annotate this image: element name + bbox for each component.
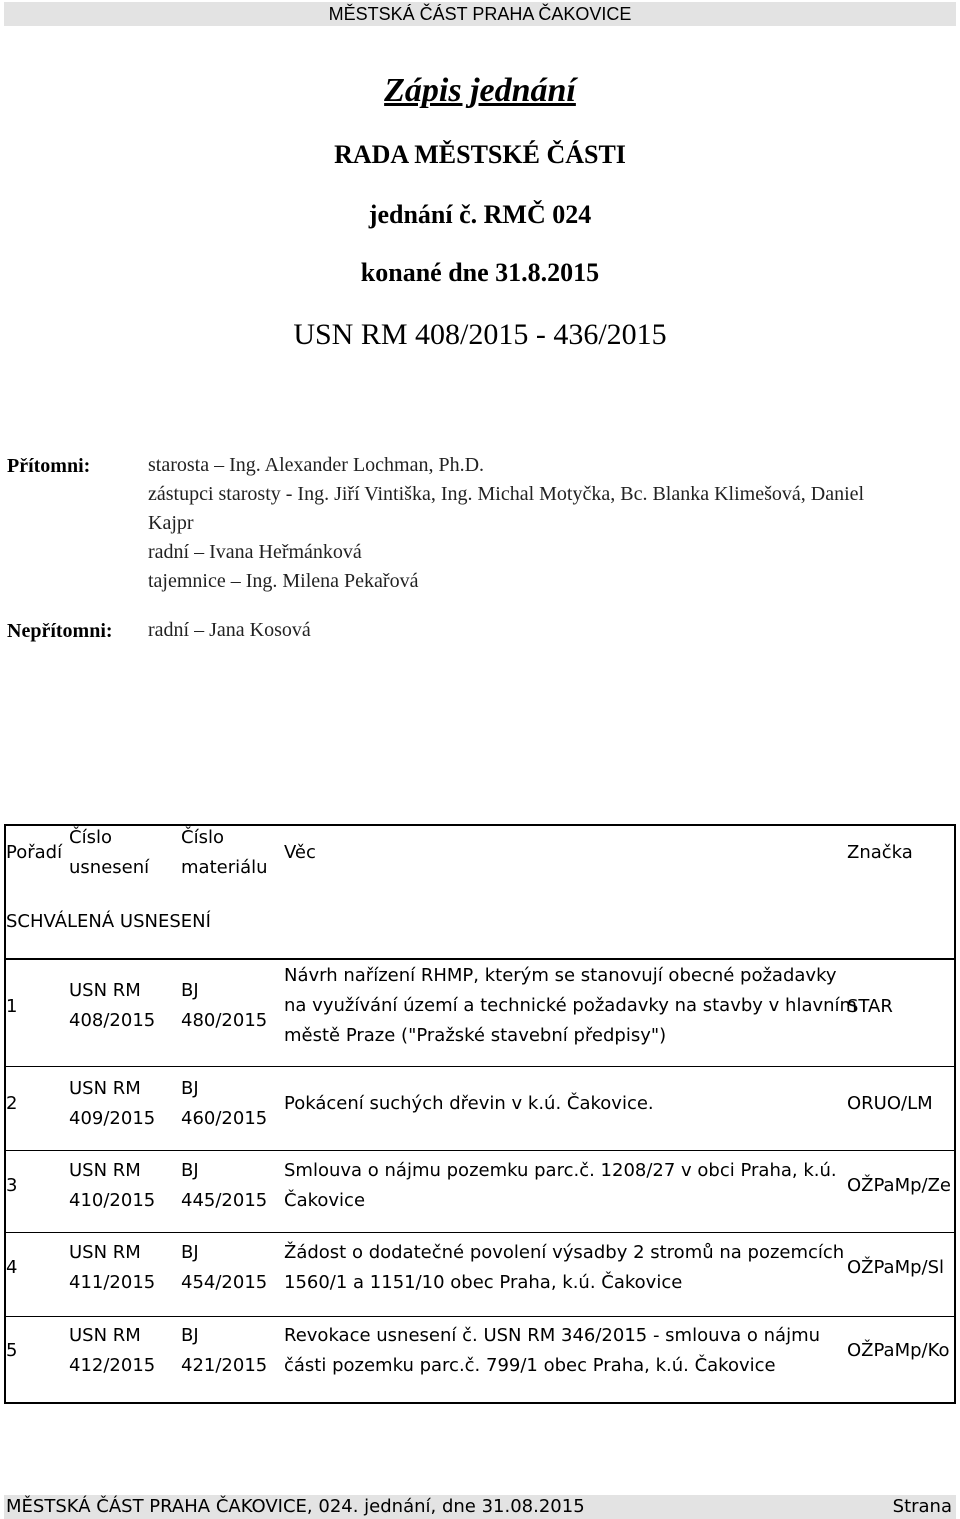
row-order: 4 — [6, 1257, 18, 1278]
row-material-line: BJ — [181, 980, 199, 1001]
present-label: Přítomni: — [7, 455, 91, 477]
row-order: 3 — [6, 1175, 18, 1196]
row-resolution-line: 408/2015 — [69, 1010, 156, 1031]
row-material — [181, 1074, 267, 1134]
present-line: tajemnice – Ing. Milena Pekařová — [148, 570, 419, 592]
absent-label: Nepřítomni: — [7, 620, 113, 642]
resolution-range: USN RM 408/2015 - 436/2015 — [293, 318, 667, 351]
row-subject — [284, 1321, 820, 1381]
row-material-line: 480/2015 — [181, 1010, 268, 1031]
row-subject-line: městě Praze ("Pražské stavební předpisy") — [284, 1025, 667, 1046]
header-material-line: Číslo — [181, 827, 224, 848]
present-list — [148, 451, 948, 596]
row-material — [181, 1238, 267, 1298]
row-resolution-line: 411/2015 — [69, 1272, 156, 1293]
document-header: MĚSTSKÁ ČÁST PRAHA ČAKOVICE — [4, 2, 956, 26]
present-line: radní – Ivana Heřmánková — [148, 541, 362, 563]
meeting-number: jednání č. RMČ 024 — [368, 200, 592, 229]
row-resolution — [69, 1074, 155, 1134]
row-order: 5 — [6, 1340, 18, 1361]
row-material-line: 454/2015 — [181, 1272, 268, 1293]
row-subject-line: Žádost o dodatečné povolení výsadby 2 stromů na pozemcích — [284, 1242, 845, 1263]
row-resolution-line: USN RM — [69, 1325, 141, 1346]
row-material-line: BJ — [181, 1160, 199, 1181]
section-title: SCHVÁLENÁ USNESENÍ — [6, 911, 211, 932]
row-resolution-line: 412/2015 — [69, 1355, 156, 1376]
row-mark: OŽPaMp/Ze — [847, 1175, 952, 1196]
header-material — [181, 823, 268, 883]
row-mark: OŽPaMp/Sl — [847, 1257, 945, 1278]
row-material-line: BJ — [181, 1078, 199, 1099]
row-separator — [4, 1232, 956, 1233]
present-line: Kajpr — [148, 512, 194, 534]
row-material — [181, 976, 267, 1036]
row-resolution-line: 409/2015 — [69, 1108, 156, 1129]
row-resolution-line: 410/2015 — [69, 1190, 156, 1211]
row-order: 2 — [6, 1093, 18, 1114]
row-order: 1 — [6, 996, 18, 1017]
row-subject — [284, 1156, 837, 1216]
header-subject: Věc — [284, 842, 316, 863]
row-material-line: BJ — [181, 1325, 199, 1346]
present-line: zástupci starosty - Ing. Jiří Vintiška, Ing. Michal Motyčka, Bc. Blanka Klimešová, Daniel — [148, 483, 865, 505]
footer-page-label: Strana — [892, 1496, 952, 1517]
row-subject-line: na využívání území a technické požadavky na stavby v hlavním — [284, 995, 858, 1016]
row-material-line: BJ — [181, 1242, 199, 1263]
row-subject-line: Pokácení suchých dřevin v k.ú. Čakovice. — [284, 1093, 654, 1114]
row-separator — [4, 1066, 956, 1067]
row-subject — [284, 1089, 654, 1119]
row-resolution-line: USN RM — [69, 1160, 141, 1181]
present-line: starosta – Ing. Alexander Lochman, Ph.D. — [148, 454, 485, 476]
row-resolution — [69, 1156, 155, 1216]
row-resolution — [69, 1238, 155, 1298]
row-material — [181, 1156, 267, 1216]
document-title: Zápis jednání — [384, 72, 576, 109]
row-material-line: 460/2015 — [181, 1108, 268, 1129]
row-subject-line: 1560/1 a 1151/10 obec Praha, k.ú. Čakovice — [284, 1272, 683, 1293]
row-resolution-line: USN RM — [69, 980, 141, 1001]
header-resolution-line: Číslo — [69, 827, 112, 848]
row-subject — [284, 1238, 844, 1298]
row-material-line: 445/2015 — [181, 1190, 268, 1211]
row-subject-line: Revokace usnesení č. USN RM 346/2015 - smlouva o nájmu — [284, 1325, 821, 1346]
row-subject-line: Smlouva o nájmu pozemku parc.č. 1208/27 v obci Praha, k.ú. — [284, 1160, 837, 1181]
row-resolution-line: USN RM — [69, 1242, 141, 1263]
row-mark: ORUO/LM — [847, 1093, 933, 1114]
row-resolution — [69, 976, 155, 1036]
row-separator — [4, 1316, 956, 1317]
header-order: Pořadí — [6, 842, 63, 863]
row-subject-line: části pozemku parc.č. 799/1 obec Praha, k.ú. Čakovice — [284, 1355, 776, 1376]
row-separator — [4, 1150, 956, 1151]
document-footer — [4, 1495, 956, 1519]
row-mark: OŽPaMp/Ko — [847, 1340, 950, 1361]
row-resolution-line: USN RM — [69, 1078, 141, 1099]
row-subject-line: Návrh nařízení RHMP, kterým se stanovují obecné požadavky — [284, 965, 837, 986]
footer-text: MĚSTSKÁ ČÁST PRAHA ČAKOVICE, 024. jednání, dne 31.08.2015 — [6, 1496, 585, 1517]
row-subject — [284, 961, 857, 1051]
header-resolution-line: usnesení — [69, 857, 150, 878]
row-material — [181, 1321, 267, 1381]
meeting-date: konané dne 31.8.2015 — [360, 258, 600, 287]
row-material-line: 421/2015 — [181, 1355, 268, 1376]
row-resolution — [69, 1321, 155, 1381]
row-subject-line: Čakovice — [284, 1190, 366, 1211]
row-mark: STAR — [847, 996, 893, 1017]
header-material-line: materiálu — [181, 857, 268, 878]
council-name: RADA MĚSTSKÉ ČÁSTI — [334, 140, 626, 169]
header-mark: Značka — [847, 842, 913, 863]
absent-list: radní – Jana Kosová — [148, 619, 311, 641]
header-resolution — [69, 823, 149, 883]
